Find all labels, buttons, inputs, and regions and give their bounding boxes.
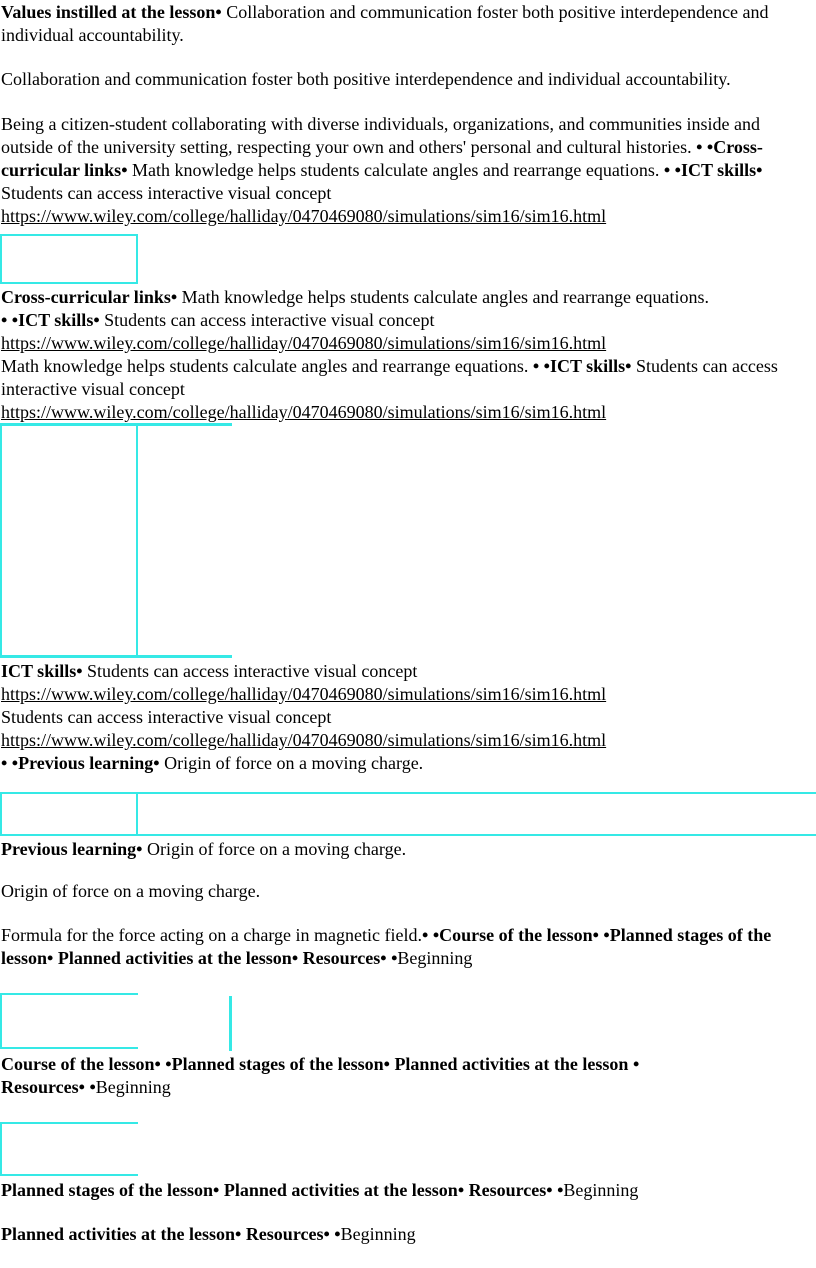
bullet: • <box>170 287 178 307</box>
cross-curricular-heading: Cross-curricular links <box>1 287 171 307</box>
activities-heading: Planned activities at the lesson <box>219 1180 458 1200</box>
values-text: Collaboration and communication foster both positive interdependence and individual accountability. <box>1 2 769 45</box>
previous-heading: Previous learning <box>18 753 154 773</box>
bullet: • • <box>323 1224 341 1244</box>
resources-heading: Resources <box>241 1224 324 1244</box>
simulation-link[interactable]: https://www.wiley.com/college/halliday/0470469080/simulations/sim16/sim16.html <box>1 333 607 353</box>
cross-curricular-heading: Cross-curricular links <box>1 137 763 180</box>
values-heading: Values instilled at the lesson <box>1 2 216 22</box>
previous-text: Origin of force on a moving charge. <box>159 753 424 773</box>
activities-heading: Planned activities at the lesson <box>1 1224 235 1244</box>
beginning-text: Beginning <box>397 948 473 968</box>
stages-heading: Planned stages of the lesson <box>171 1054 384 1074</box>
bullet: • <box>215 2 222 22</box>
bullet: • <box>632 1054 640 1074</box>
formula-paragraph <box>1 924 813 970</box>
beginning-text: Beginning <box>95 1077 171 1097</box>
table-cell-border <box>0 423 138 656</box>
bullet: • • <box>422 925 440 945</box>
bullet: • <box>383 1054 390 1074</box>
bullet: • • <box>592 925 610 945</box>
cross-curricular-paragraph <box>1 286 813 424</box>
formula-text: Formula for the force acting on a charge in magnetic field. <box>1 925 423 945</box>
course-heading: Course of the lesson <box>439 925 593 945</box>
values-repeat-paragraph <box>1 68 813 91</box>
beginning-text: Beginning <box>563 1180 639 1200</box>
ict-heading: ICT skills <box>18 310 94 330</box>
bullet: • <box>291 948 299 968</box>
previous-repeat-paragraph <box>1 880 813 903</box>
ict-text: Students can access interactive visual concept <box>82 661 418 681</box>
stages-heading: Planned stages of the lesson <box>1 1180 214 1200</box>
bullet: • <box>756 160 763 180</box>
table-cell-border <box>0 792 138 836</box>
bullet: • <box>153 753 160 773</box>
ict-text: Students can access interactive visual concept <box>1 356 778 399</box>
ict-heading: ICT skills <box>1 661 77 681</box>
table-cell-border <box>0 1122 138 1176</box>
cross-curricular-plain-text: Math knowledge helps students calculate angles and rearrange equations. <box>1 356 533 376</box>
cross-curricular-text: Math knowledge helps students calculate angles and rearrange equations. <box>177 287 709 307</box>
ict-heading: ICT skills <box>549 356 626 376</box>
bullet: • <box>136 839 143 859</box>
values-paragraph <box>1 1 813 47</box>
table-rule <box>229 996 232 1051</box>
citizen-paragraph <box>1 113 813 228</box>
ict-paragraph <box>1 660 813 775</box>
bullet: • • <box>546 1180 564 1200</box>
previous-heading: Previous learning <box>1 839 137 859</box>
cross-curricular-text: Math knowledge helps students calculate angles and rearrange equations. <box>127 160 660 180</box>
ict-plain-text: Students can access interactive visual concept <box>1 707 332 727</box>
activities-paragraph <box>1 1223 813 1246</box>
previous-text: Origin of force on a moving charge. <box>142 839 407 859</box>
bullet: • <box>47 948 54 968</box>
bullet: • • <box>1 310 19 330</box>
values-repeat-text: Collaboration and communication foster both positive interdependence and individual accountability. <box>1 69 731 89</box>
ict-text: Students can access interactive visual concept <box>99 310 435 330</box>
ict-heading: ICT skills <box>680 160 757 180</box>
simulation-link[interactable]: https://www.wiley.com/college/halliday/0470469080/simulations/sim16/sim16.html <box>1 206 607 226</box>
resources-heading: Resources <box>298 948 381 968</box>
resources-heading: Resources <box>464 1180 547 1200</box>
simulation-link[interactable]: https://www.wiley.com/college/halliday/0470469080/simulations/sim16/sim16.html <box>1 684 607 704</box>
ict-text: Students can access interactive visual concept <box>1 183 332 203</box>
stages-heading: Planned stages of the lesson <box>1 925 772 968</box>
stages-paragraph <box>1 1179 813 1202</box>
previous-paragraph <box>1 838 813 861</box>
bullet: • • <box>154 1054 172 1074</box>
bullet: • • <box>663 160 681 180</box>
activities-heading: Planned activities at the lesson <box>53 948 292 968</box>
resources-heading: Resources <box>1 1077 79 1097</box>
bullet: • <box>76 661 83 681</box>
bullet: • <box>625 356 632 376</box>
bullet: • • <box>1 753 19 773</box>
beginning-text: Beginning <box>340 1224 416 1244</box>
previous-plain-text: Origin of force on a moving charge. <box>1 881 261 901</box>
table-rule <box>0 655 232 658</box>
course-paragraph <box>1 1053 641 1099</box>
simulation-link[interactable]: https://www.wiley.com/college/halliday/0470469080/simulations/sim16/sim16.html <box>1 402 607 422</box>
citizen-text: Being a citizen-student collaborating with diverse individuals, organizations, and communities inside and outside of the university setting, respecting your own and others' personal and cultural histories. <box>1 114 760 157</box>
table-cell-border <box>0 993 138 1049</box>
activities-heading: Planned activities at the lesson <box>389 1054 629 1074</box>
bullet: • <box>93 310 100 330</box>
bullet: • <box>457 1180 465 1200</box>
bullet: • <box>213 1180 220 1200</box>
bullet: • • <box>696 137 714 157</box>
bullet: • • <box>380 948 398 968</box>
bullet: • <box>235 1224 242 1244</box>
table-cell-border <box>0 234 138 284</box>
course-heading: Course of the lesson <box>1 1054 155 1074</box>
bullet: • <box>121 160 128 180</box>
simulation-link[interactable]: https://www.wiley.com/college/halliday/0470469080/simulations/sim16/sim16.html <box>1 730 607 750</box>
bullet: • • <box>78 1077 96 1097</box>
bullet: • • <box>532 356 550 376</box>
